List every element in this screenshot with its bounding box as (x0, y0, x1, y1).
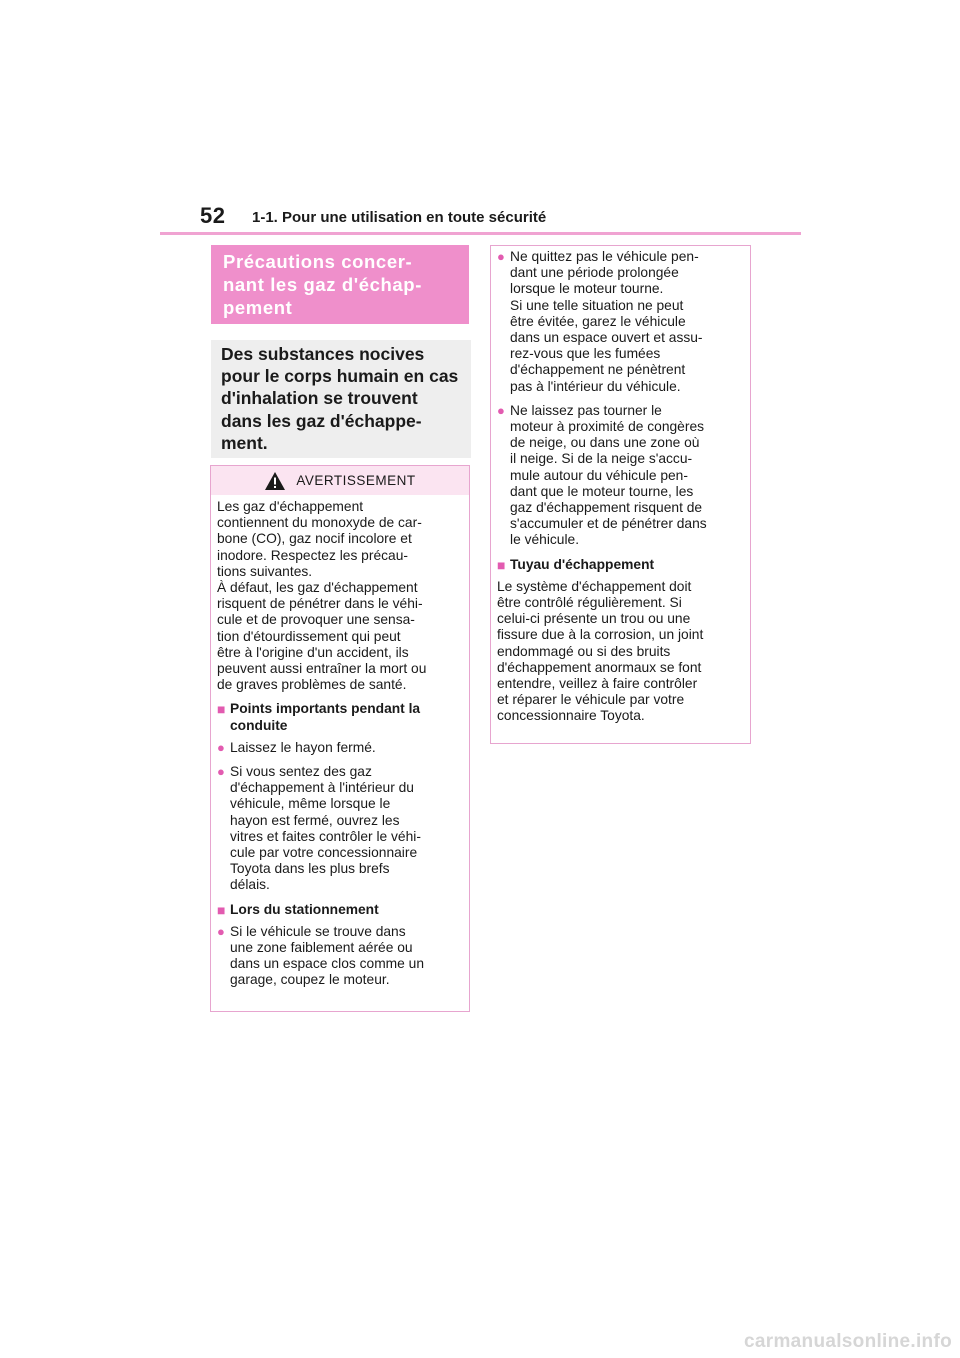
header-rule (160, 232, 801, 235)
page-number: 52 (200, 203, 226, 228)
warning-content (211, 495, 469, 989)
warning-box (210, 465, 470, 1012)
square-bullet-icon: ■ (217, 701, 226, 718)
warning-content-continued (491, 246, 750, 725)
section-title: Précautions concer- nant les gaz d'échap- pement (211, 245, 469, 324)
bullet-text: Ne quittez pas le véhicule pen- dant une période prolongée lorsque le moteur tourne. Si une telle situation ne peut être évitée, garez le véhicule dans un espace ouvert et assu- rez-vous que les fumées d'échappement ne pénètrent pas à l'intérieur du véhicule. (510, 249, 703, 394)
round-bullet-icon: ● (217, 923, 225, 939)
driving-heading-text: Points importants pendant la conduite (230, 701, 421, 733)
round-bullet-icon: ● (217, 764, 225, 780)
list-item (217, 764, 463, 894)
bullet-text: Ne laissez pas tourner le moteur à proximité de congères de neige, ou dans une zone où il neige. Si de la neige s'accu- mule autour du véhicule pen- dant que le moteur tourne, les gaz d'échappement risquent de s'accumuler et de pénétrer dans le véhicule. (510, 402, 707, 548)
parking-heading-text: Lors du stationnement (230, 901, 379, 917)
exhaust-heading (497, 557, 744, 573)
round-bullet-icon: ● (497, 249, 505, 264)
running-header-title: 1-1. Pour une utilisation en toute sécurité (252, 209, 547, 226)
bullet-text: Si le véhicule se trouve dans une zone faiblement aérée ou dans un espace clos comme un garage, coupez le moteur. (230, 923, 425, 988)
list-item (497, 403, 744, 549)
footer-watermark[interactable]: carmanualsonline.info (744, 1331, 952, 1352)
warning-box-continued (490, 245, 751, 744)
bullet-text: Si vous sentez des gaz d'échappement à l'intérieur du véhicule, même lorsque le hayon est fermé, ouvrez les vitres et faites contrôler le véhi- cule par votre concessionnaire Toyota dans les plus brefs délais. (230, 764, 421, 893)
list-item (497, 249, 744, 395)
list-item (217, 740, 463, 756)
round-bullet-icon: ● (497, 402, 505, 418)
exhaust-heading-text: Tuyau d'échappement (510, 556, 655, 572)
parking-heading (217, 902, 463, 918)
intro-text: Des substances nocives pour le corps humain en cas d'inhalation se trouvent dans les gaz d'échappe- ment. (211, 340, 471, 458)
round-bullet-icon: ● (217, 739, 225, 755)
square-bullet-icon: ■ (217, 901, 226, 918)
square-bullet-icon: ■ (497, 556, 506, 573)
driving-heading (217, 701, 463, 733)
warning-title: AVERTISSEMENT (296, 473, 416, 488)
exhaust-text: Le système d'échappement doit être contrôlé régulièrement. Si celui-ci présente un trou ou une fissure due à la corrosion, un joint endommagé ou si des bruits d'échappement anormaux se font entendre, veillez à faire contrôler et réparer le véhicule par votre concessionnaire Toyota. (497, 578, 704, 724)
warning-intro: Les gaz d'échappement contiennent du monoxyde de car- bone (CO), gaz nocif incolore et inodore. Respectez les précau- tions suivantes. À défaut, les gaz d'échappement risquent de pénétrer dans le véhi- cule et de provoquer une sensa- tion d'étourdissement qui peut être à l'origine d'un accident, ils peuvent aussi entraîner la mort ou de graves problèmes de santé. (217, 499, 427, 693)
warning-triangle-icon (264, 471, 286, 491)
list-item (217, 924, 463, 989)
bullet-text: Laissez le hayon fermé. (230, 739, 376, 755)
warning-header (211, 466, 469, 495)
